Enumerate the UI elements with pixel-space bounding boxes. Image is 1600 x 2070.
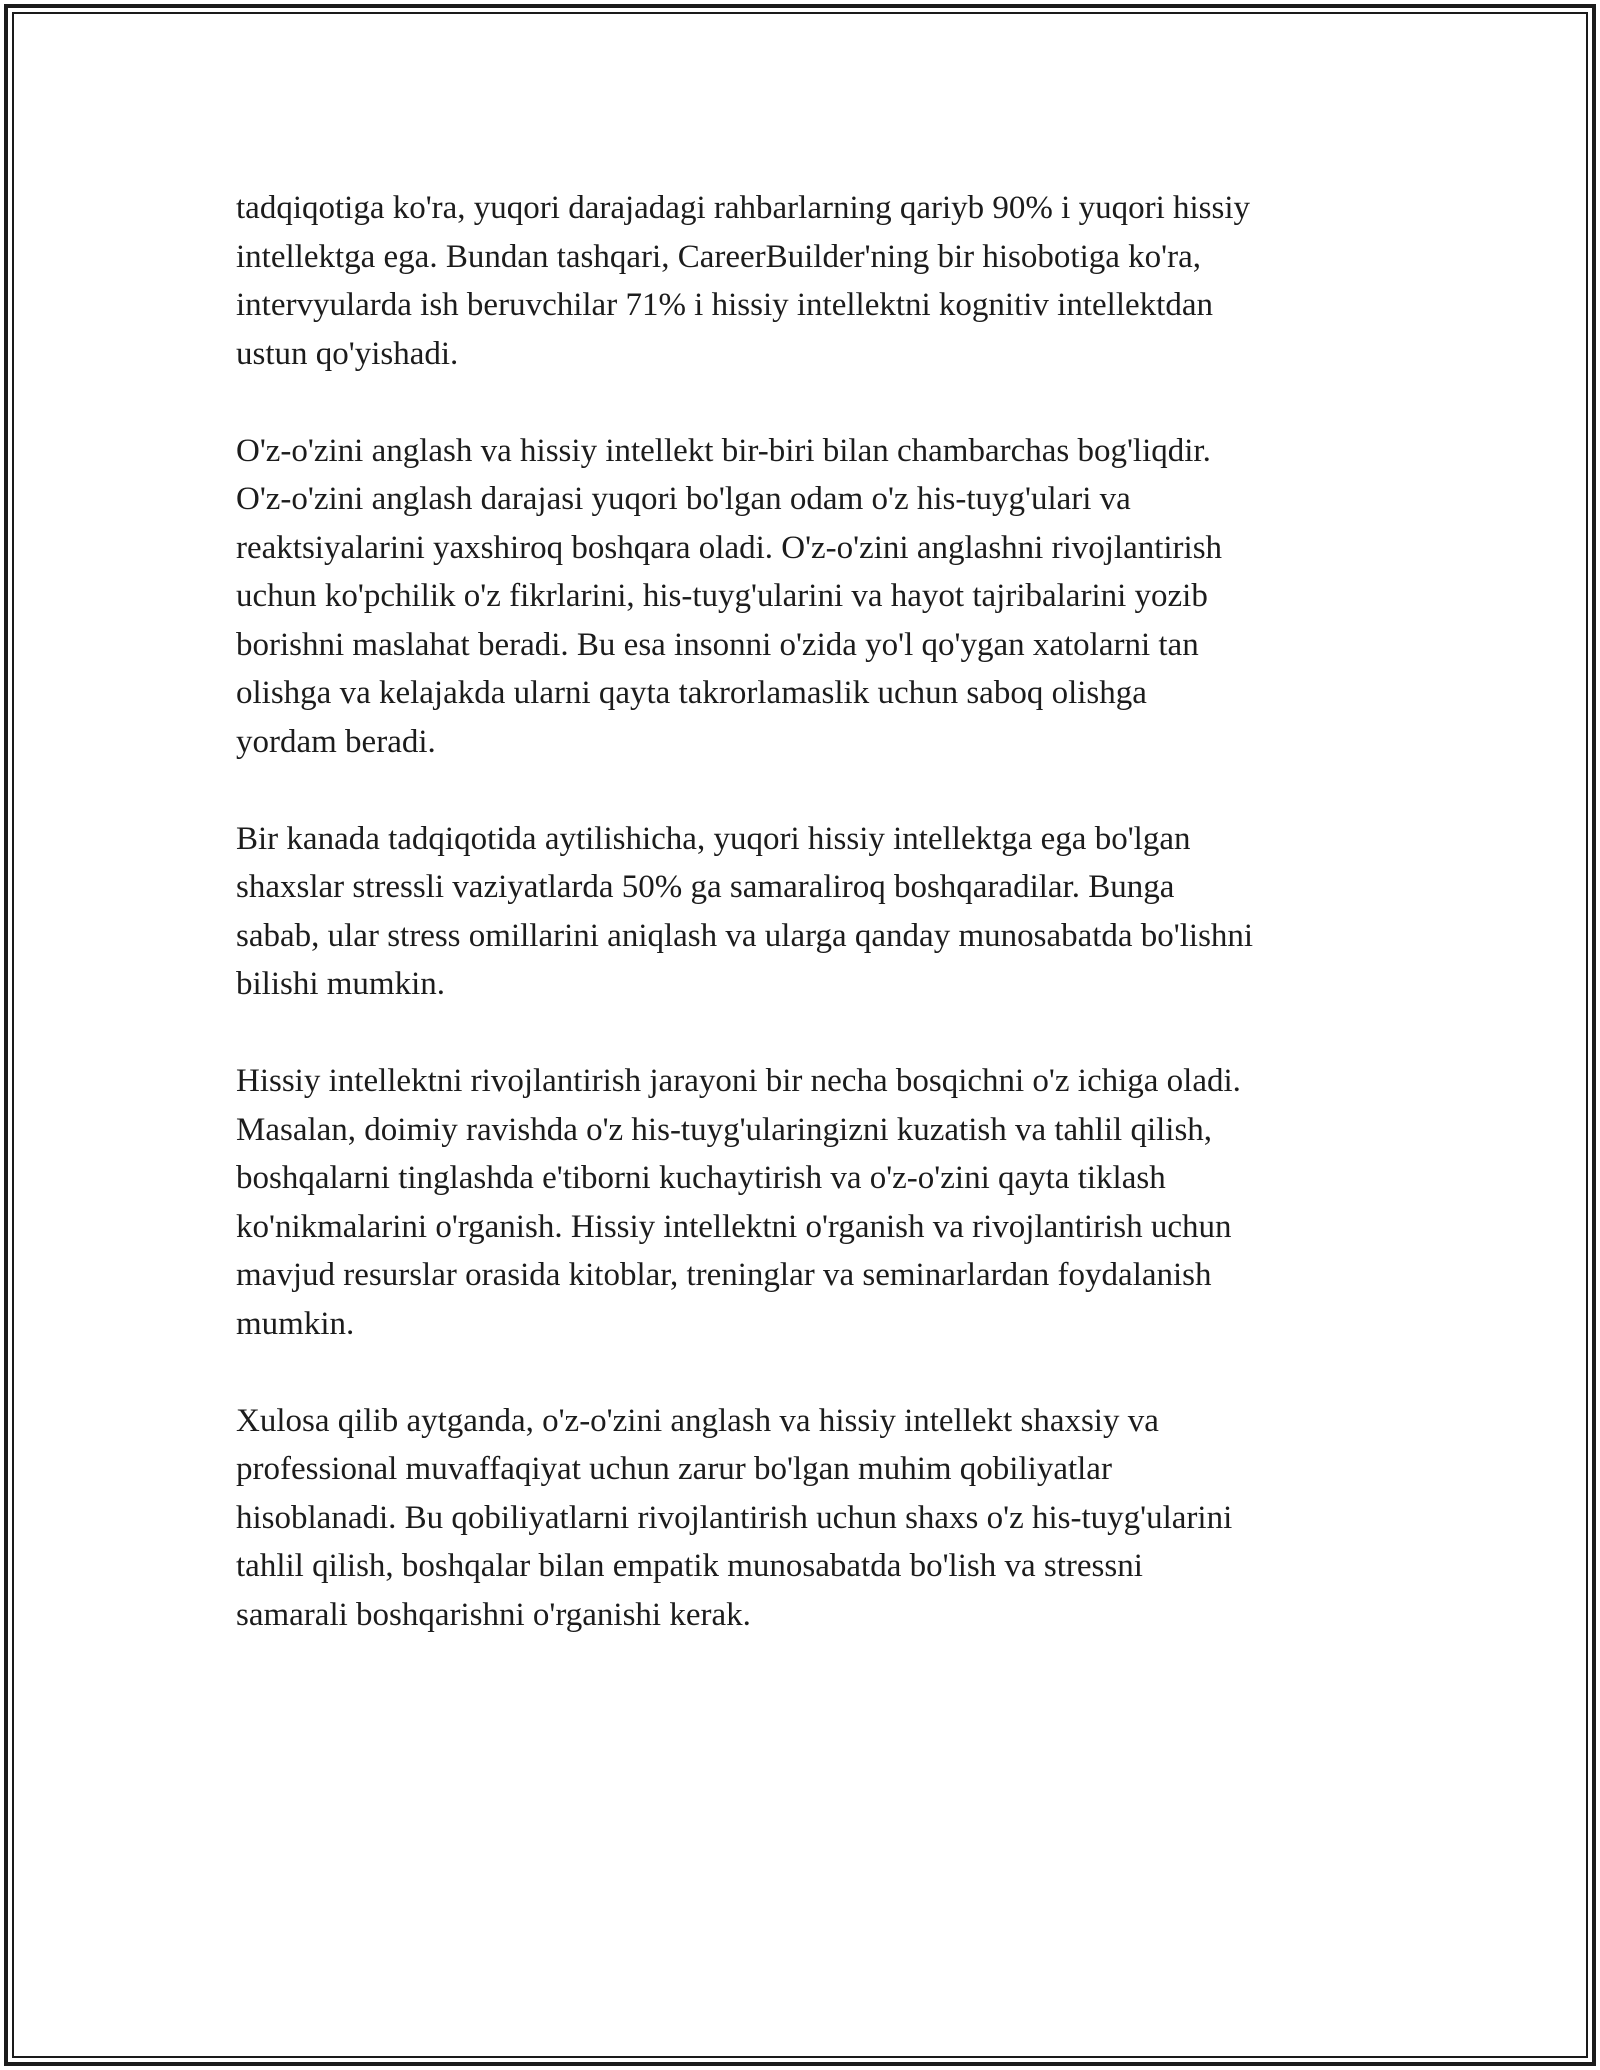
text-line: ustun qo'yishadi. xyxy=(236,335,459,372)
text-line: boshqalarni tinglashda e'tiborni kuchaytirish va o'z-o'zini qayta tiklash xyxy=(236,1160,1166,1196)
text-line: intellektga ega. Bundan tashqari, CareerBuilder'ning bir hisobotiga ko'ra, xyxy=(236,238,1201,275)
paragraph-2 xyxy=(236,427,1386,767)
text-line: tadqiqotiga ko'ra, yuqori darajadagi rahbarlarning qariyb 90% i yuqori hissiy xyxy=(236,190,1251,226)
text-line: olishga va kelajakda ularni qayta takrorlamaslik uchun saboq olishga xyxy=(236,675,1147,711)
text-line: mumkin. xyxy=(236,1305,355,1342)
text-line: uchun ko'pchilik o'z fikrlarini, his-tuyg'ularini va hayot tajribalarini yozib xyxy=(236,578,1208,614)
text-line: sabab, ular stress omillarini aniqlash va ularga qanday munosabatda bo'lishni xyxy=(236,917,1254,954)
text-line: borishni maslahat beradi. Bu esa insonni o'zida yo'l qo'ygan xatolarni tan xyxy=(236,626,1199,663)
paragraph-5 xyxy=(236,1397,1386,1640)
text-line: ko'nikmalarini o'rganish. Hissiy intellektni o'rganish va rivojlantirish uchun xyxy=(236,1208,1232,1245)
document-body xyxy=(236,184,1386,1688)
text-line: Hissiy intellektni rivojlantirish jarayoni bir necha bosqichni o'z ichiga oladi. xyxy=(236,1063,1241,1099)
text-line: tahlil qilish, boshqalar bilan empatik munosabatda bo'lish va stressni xyxy=(236,1548,1143,1584)
paragraph-1 xyxy=(236,184,1386,378)
text-line: reaktsiyalarini yaxshiroq boshqara oladi. O'z-o'zini anglashni rivojlantirish xyxy=(236,529,1223,566)
paragraph-4 xyxy=(236,1057,1386,1348)
text-line: Masalan, doimiy ravishda o'z his-tuyg'ularingizni kuzatish va tahlil qilish, xyxy=(236,1111,1213,1148)
text-line: shaxslar stressli vaziyatlarda 50% ga samaraliroq boshqaradilar. Bunga xyxy=(236,869,1175,905)
text-line: bilishi mumkin. xyxy=(236,966,446,1002)
text-line: Xulosa qilib aytganda, o'z-o'zini anglash va hissiy intellekt shaxsiy va xyxy=(236,1402,1159,1439)
text-line: professional muvaffaqiyat uchun zarur bo'lgan muhim qobiliyatlar xyxy=(236,1451,1112,1487)
paragraph-3 xyxy=(236,815,1386,1009)
text-line: mavjud resurslar orasida kitoblar, treninglar va seminarlardan foydalanish xyxy=(236,1257,1212,1293)
text-line: O'z-o'zini anglash va hissiy intellekt bir-biri bilan chambarchas bog'liqdir. xyxy=(236,432,1211,469)
text-line: yordam beradi. xyxy=(236,723,436,760)
text-line: O'z-o'zini anglash darajasi yuqori bo'lgan odam o'z his-tuyg'ulari va xyxy=(236,481,1131,517)
text-line: samarali boshqarishni o'rganishi kerak. xyxy=(236,1596,751,1633)
text-line: hisoblanadi. Bu qobiliyatlarni rivojlantirish uchun shaxs o'z his-tuyg'ularini xyxy=(236,1499,1233,1536)
text-line: intervyularda ish beruvchilar 71% i hissiy intellektni kognitiv intellektdan xyxy=(236,287,1213,323)
text-line: Bir kanada tadqiqotida aytilishicha, yuqori hissiy intellektga ega bo'lgan xyxy=(236,820,1191,857)
